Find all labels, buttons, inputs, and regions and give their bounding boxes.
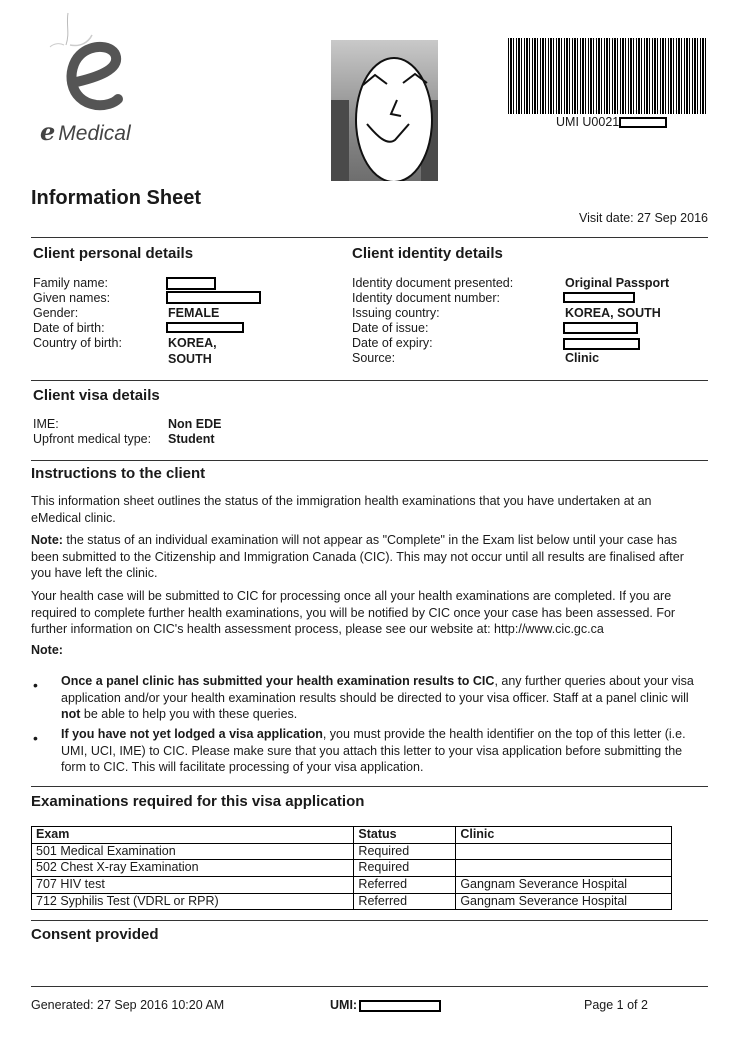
footer-generated: Generated: 27 Sep 2016 10:20 AM xyxy=(31,998,225,1012)
identity-heading: Client identity details xyxy=(352,245,503,262)
id-doc-number-label: Identity document number: xyxy=(352,291,500,305)
upfront-medical-type-value: Student xyxy=(168,432,215,446)
gender-label: Gender: xyxy=(33,306,79,320)
clinic-cell: Gangnam Severance Hospital xyxy=(456,893,672,910)
personal-details xyxy=(33,276,220,366)
exams-table xyxy=(31,826,672,910)
source-value: Clinic xyxy=(565,351,600,365)
umi-barcode xyxy=(508,38,710,118)
visit-date: Visit date: 27 Sep 2016 xyxy=(578,211,708,225)
clinic-cell: Gangnam Severance Hospital xyxy=(456,876,672,893)
client-photo xyxy=(331,40,438,181)
bullet-1-text: Once a panel clinic has submitted your health examination results to CIC, any further queries about your visa application and/or your health examination results should be directed to your visa officer. Staff at a panel clinic will not be able to help you with these queries. xyxy=(61,674,694,721)
country-of-birth-label: Country of birth: xyxy=(33,336,122,350)
exam-cell: 502 Chest X-ray Examination xyxy=(32,860,354,877)
table-row xyxy=(32,860,672,877)
id-doc-presented-value: Original Passport xyxy=(565,276,670,290)
consent-heading: Consent provided xyxy=(31,926,159,943)
status-cell: Required xyxy=(354,843,456,860)
gender-value: FEMALE xyxy=(168,306,220,320)
source-label: Source: xyxy=(352,351,396,365)
emedical-logo-icon xyxy=(40,5,160,115)
exams-table-header xyxy=(32,827,672,844)
face-drawing-icon xyxy=(331,40,438,181)
barcode-label: UMI U0021 xyxy=(556,115,667,131)
exam-cell: 712 Syphilis Test (VDRL or RPR) xyxy=(32,893,354,910)
table-row xyxy=(32,843,672,860)
exam-cell: 707 HIV test xyxy=(32,876,354,893)
dob-label: Date of birth: xyxy=(33,321,105,335)
footer-umi-redacted xyxy=(359,1000,441,1012)
instructions-paragraph-2: Note: the status of an individual examination will not appear as "Complete" in the Exam list below until your case has been submitted to the Citizenship and Immigration Canada (CIC). This may not occur until all results are finalised after you have left the clinic. xyxy=(31,533,684,580)
visa-heading: Client visa details xyxy=(33,387,160,404)
status-cell: Referred xyxy=(354,876,456,893)
footer-page-number: Page 1 of 2 xyxy=(584,998,648,1012)
logo-brand-text: Medical xyxy=(58,122,131,145)
issuing-country-label: Issuing country: xyxy=(352,306,440,320)
country-of-birth-value: KOREA, SOUTH xyxy=(168,336,217,366)
column-header-status: Status xyxy=(354,827,456,844)
exams-heading: Examinations required for this visa application xyxy=(31,793,365,810)
dob-redacted xyxy=(166,322,244,333)
personal-heading: Client personal details xyxy=(33,245,194,262)
instructions-paragraph-3: Your health case will be submitted to CIC for processing once all your health examinations are completed. If you are required to complete further health examinations, you will be notified by CIC once your case has been assessed. For further information on CIC's health assessment process, please see our website at: http://www.cic.gc.ca xyxy=(31,589,676,636)
date-of-expiry-label: Date of expiry: xyxy=(352,336,433,350)
table-row xyxy=(32,893,672,910)
status-cell: Required xyxy=(354,860,456,877)
page-title: Information Sheet xyxy=(31,187,202,209)
bullet-2-text: If you have not yet lodged a visa application, you must provide the health identifier on the top of this letter (i.e. UMI, UCI, IME) to CIC. Please make sure that you attach this letter to your visa application before submitting the form to CIC. This will facilitate processing of your visa application. xyxy=(61,727,686,774)
given-names-redacted xyxy=(166,291,261,304)
id-doc-number-redacted xyxy=(563,292,635,303)
instructions-paragraph-1: This information sheet outlines the status of the immigration health examinations that you have undertaken at an eMedical clinic. xyxy=(31,494,652,525)
date-of-expiry-redacted xyxy=(563,338,640,350)
emedical-logo xyxy=(40,5,160,150)
upfront-medical-type-label: Upfront medical type: xyxy=(33,432,152,446)
family-name-redacted xyxy=(166,277,216,290)
exam-cell: 501 Medical Examination xyxy=(32,843,354,860)
column-header-clinic: Clinic xyxy=(456,827,672,844)
issuing-country-value: KOREA, SOUTH xyxy=(565,306,661,320)
exams-table-wrap xyxy=(31,826,672,910)
date-of-issue-redacted xyxy=(563,322,638,334)
instructions-heading: Instructions to the client xyxy=(31,465,206,482)
barcode-bars xyxy=(508,38,708,114)
note-label: Note: xyxy=(31,643,63,657)
ime-label: IME: xyxy=(33,417,59,431)
given-names-label: Given names: xyxy=(33,291,111,305)
bullet-2-dot: • xyxy=(33,730,38,746)
id-doc-presented-label: Identity document presented: xyxy=(352,276,514,290)
clinic-cell xyxy=(456,860,672,877)
logo-e-letter: e xyxy=(40,117,56,146)
footer-umi: UMI: xyxy=(330,998,441,1014)
status-cell: Referred xyxy=(354,893,456,910)
visa-details xyxy=(33,417,222,447)
ime-value: Non EDE xyxy=(168,417,222,431)
column-header-exam: Exam xyxy=(32,827,354,844)
bullet-1-dot: • xyxy=(33,677,38,693)
family-name-label: Family name: xyxy=(33,276,109,290)
clinic-cell xyxy=(456,843,672,860)
table-row xyxy=(32,876,672,893)
identity-details xyxy=(352,276,670,366)
date-of-issue-label: Date of issue: xyxy=(352,321,429,335)
